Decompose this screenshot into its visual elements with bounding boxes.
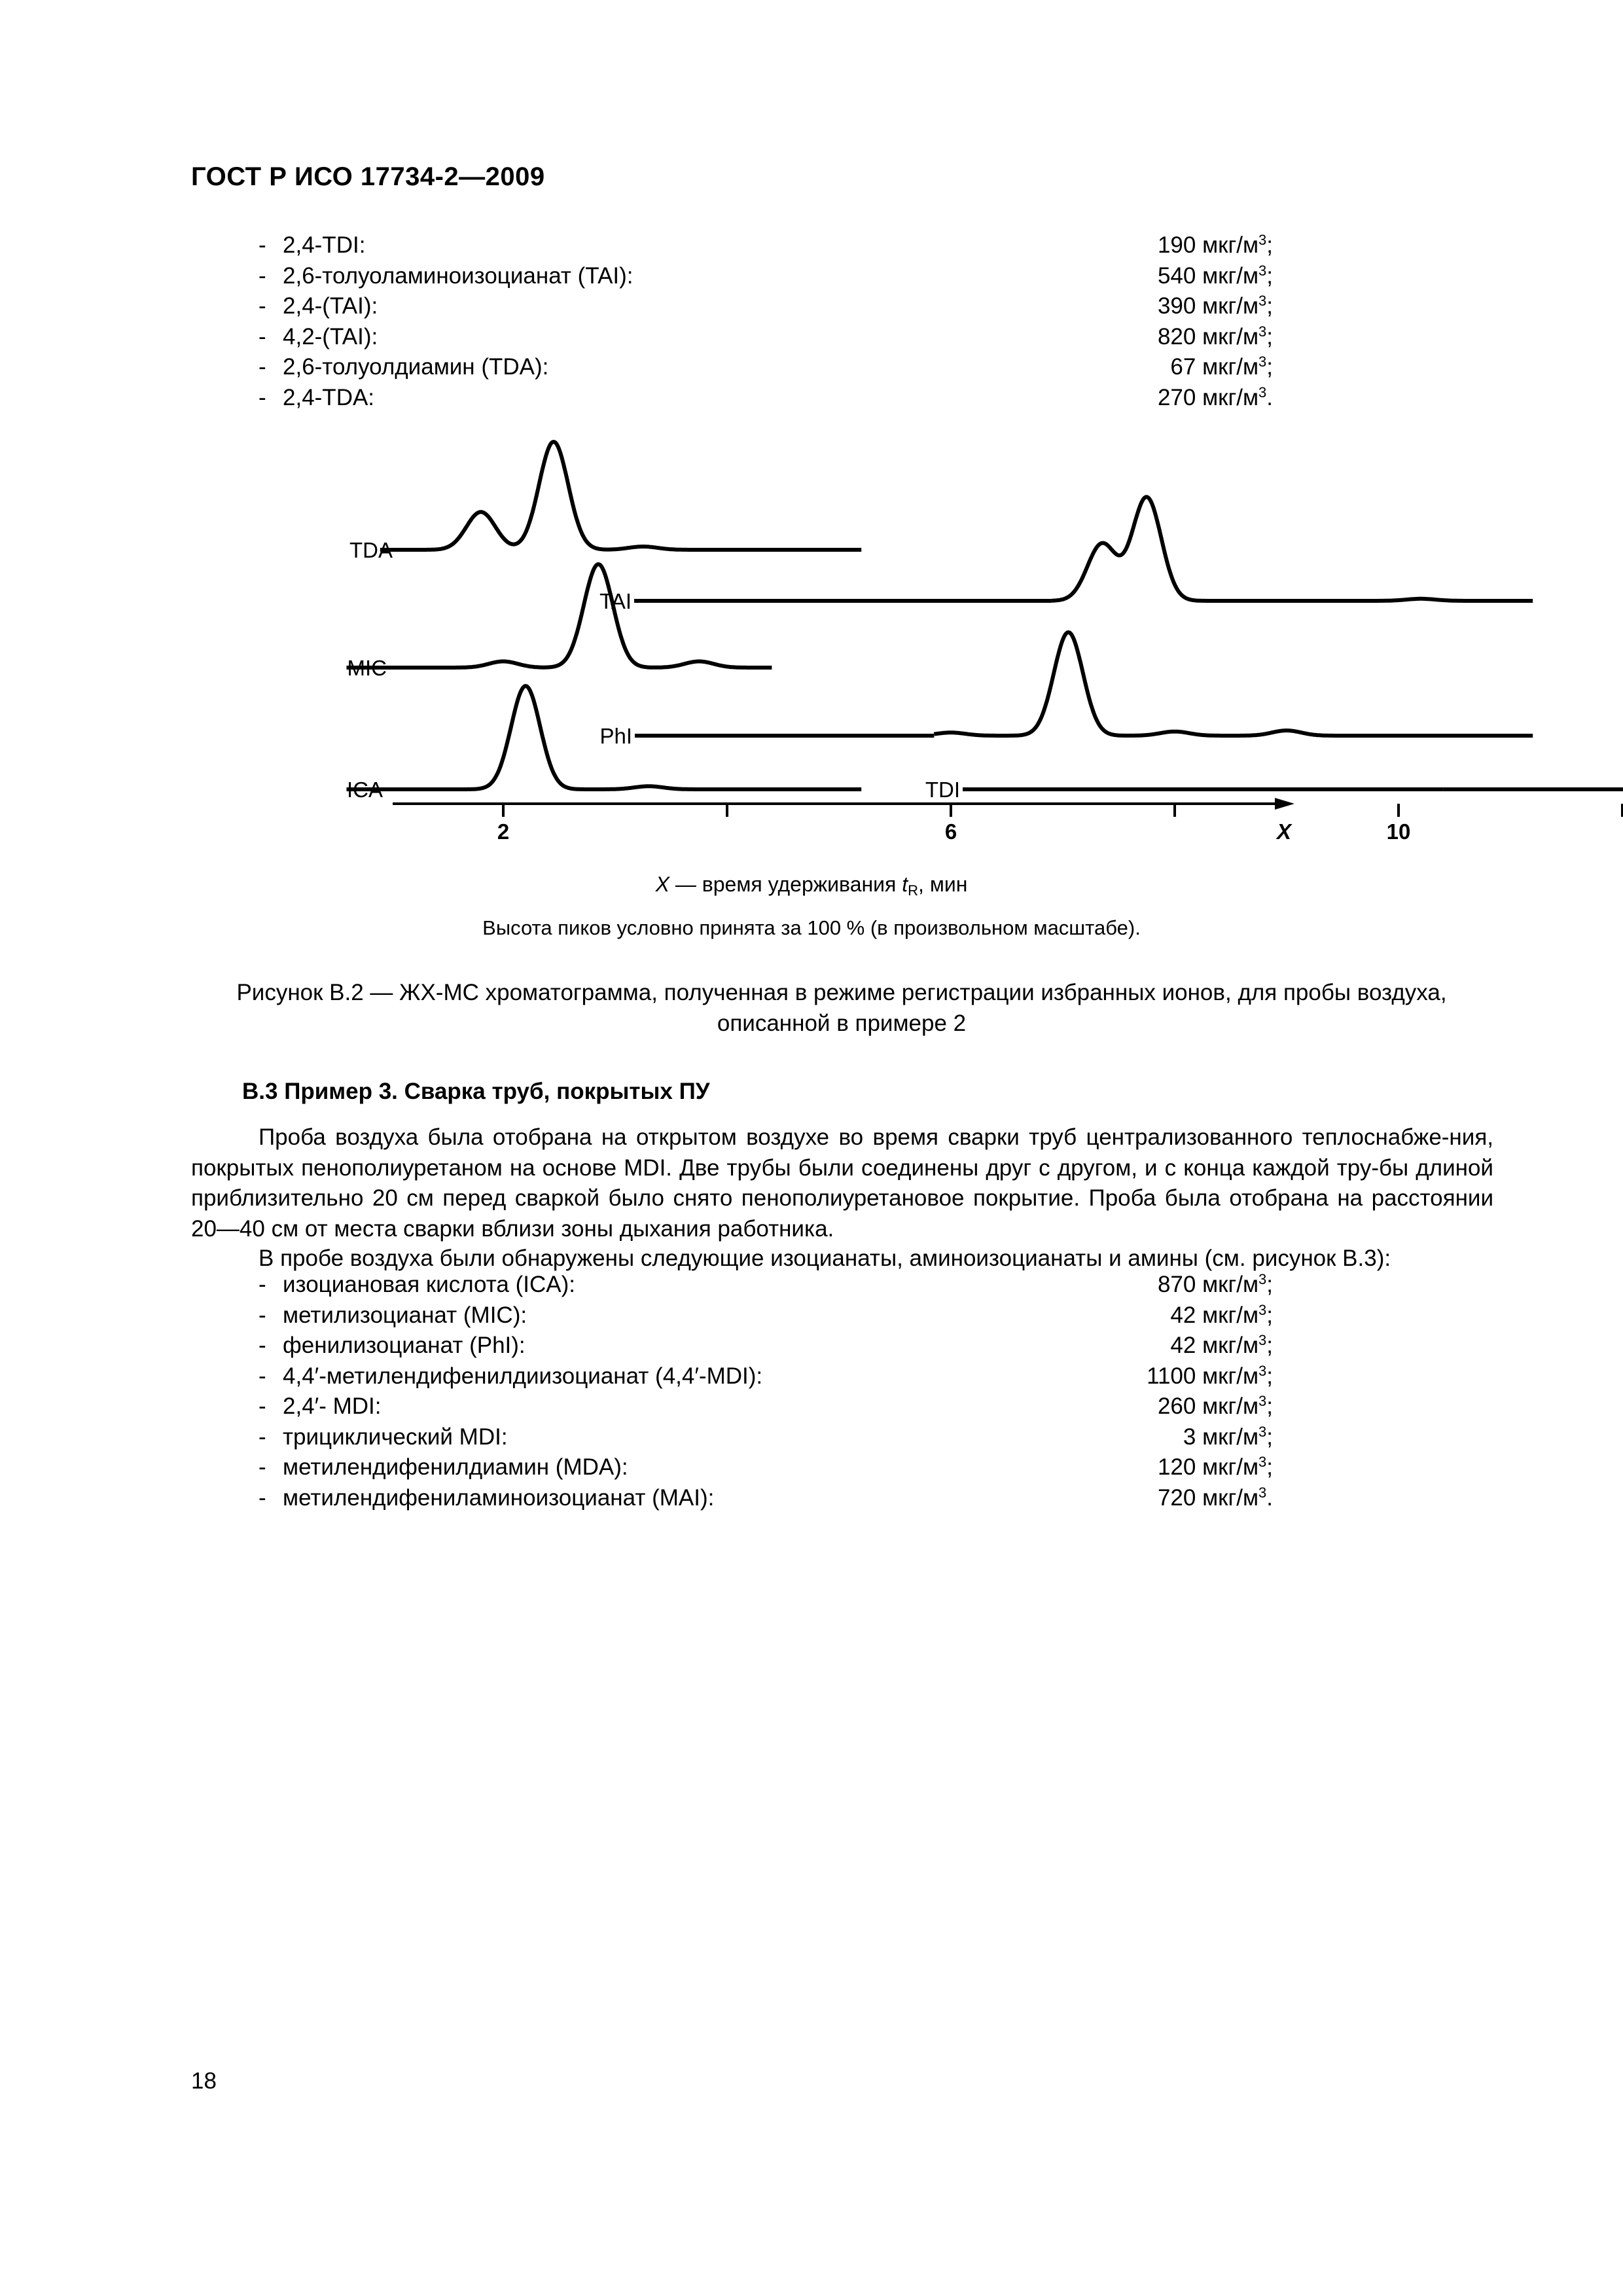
concentration-value: 120 мкг/$м^3$; — [1157, 1454, 1273, 1480]
figure-caption-line: Рисунок В.2 — ЖХ-МС хроматограмма, полученная в режиме регистрации избранных ионов, для пробы воздуха, — [236, 980, 1447, 1005]
compound-name: метилизоцианат (MIC): — [283, 1302, 527, 1328]
x-axis-symbol: X — [1276, 819, 1292, 844]
x-tick-label: 10 — [1386, 819, 1411, 844]
list-dash: - — [259, 1363, 266, 1389]
compound-name: 4,2-(TAI): — [283, 323, 378, 350]
trace-tda — [380, 442, 861, 550]
list-dash: - — [259, 232, 266, 258]
series-label-phi: PhI — [599, 724, 632, 748]
concentration-value: 1100 мкг/$м^3$; — [1147, 1362, 1273, 1389]
list-dash: - — [259, 323, 266, 350]
concentration-value: 390 мкг/$м^3$; — [1157, 293, 1273, 319]
list-item — [259, 1483, 1273, 1514]
concentration-value: 42 мкг/$м^3$; — [1170, 1301, 1273, 1328]
series-label-tdi: TDI — [925, 778, 960, 802]
x-tick-label: 2 — [497, 819, 510, 844]
compound-name: 2,6-толуоламиноизоцианат (TAI): — [283, 262, 633, 289]
compound-name: 2,4-(TAI): — [283, 293, 378, 319]
series-label-mic: MIC — [347, 656, 387, 680]
concentration-value: 42 мкг/$м^3$; — [1170, 1332, 1273, 1358]
concentration-value: 820 мкг/$м^3$; — [1157, 323, 1273, 350]
concentration-value: 67 мкг/$м^3$; — [1170, 353, 1273, 380]
compound-name: 2,4′- MDI: — [283, 1393, 382, 1419]
list-item — [259, 1422, 1273, 1453]
figure-note: Высота пиков условно принята за 100 % (в произвольном масштабе). — [482, 916, 1141, 939]
concentration-value: 540 мкг/$м^3$; — [1157, 262, 1273, 289]
concentration-value: 870 мкг/$м^3$; — [1157, 1271, 1273, 1297]
compound-name: 2,4-TDA: — [283, 384, 375, 410]
concentration-value: 190 мкг/$м^3$; — [1157, 232, 1273, 258]
list-dash: - — [259, 1424, 266, 1450]
compound-name: изоциановая кислота (ICA): — [283, 1272, 575, 1297]
compound-name: фенилизоцианат (PhI): — [283, 1333, 526, 1358]
compound-name: метилендифениламиноизоцианат (MAI): — [283, 1484, 715, 1511]
concentration-value: 270 мкг/$м^3$. — [1157, 384, 1273, 410]
list-dash: - — [259, 262, 266, 289]
section-heading: В.3 Пример 3. Сварка труб, покрытых ПУ — [242, 1079, 710, 1104]
trace-mic — [347, 564, 772, 668]
compound-name: 2,6-толуолдиамин (TDA): — [283, 354, 549, 380]
figure-caption-line: описанной в примере 2 — [717, 1011, 967, 1036]
list-item — [259, 1391, 1273, 1422]
list-dash: - — [259, 1484, 266, 1511]
x-axis-arrow — [1275, 798, 1294, 810]
list-item — [259, 1300, 1273, 1331]
list-intro: В пробе воздуха были обнаружены следующие изоцианаты, аминоизоцианаты и амины (см. рисунок В.3): — [259, 1246, 1391, 1271]
compound-name: метилендифенилдиамин (MDA): — [283, 1454, 628, 1480]
series-label-tai: TAI — [599, 589, 632, 613]
list-dash: - — [259, 293, 266, 319]
chromatogram-chart — [0, 0, 1623, 870]
document-header: ГОСТ Р ИСО 17734-2—2009 — [191, 162, 545, 191]
concentration-list-2 — [259, 1270, 1273, 1513]
concentration-value: 3 мкг/$м^3$; — [1183, 1423, 1273, 1450]
series-label-tda: TDA — [349, 538, 393, 562]
concentration-value: 720 мкг/$м^3$. — [1157, 1484, 1273, 1511]
list-dash: - — [259, 1272, 266, 1297]
x-tick-label: 6 — [944, 819, 957, 844]
compound-name: трициклический MDI: — [283, 1424, 508, 1450]
page-number: 18 — [191, 2068, 217, 2094]
figure-caption — [190, 977, 1493, 1039]
trace-tai — [1052, 497, 1533, 601]
list-item — [259, 1452, 1273, 1483]
series-label-ica: ICA — [346, 778, 383, 802]
list-dash: - — [259, 1302, 266, 1328]
body-paragraph — [191, 1122, 1493, 1244]
list-item — [259, 1270, 1273, 1300]
compound-name: 2,4-TDI: — [283, 232, 366, 258]
list-item — [259, 1361, 1273, 1392]
list-item — [259, 1331, 1273, 1361]
concentration-value: 260 мкг/$м^3$; — [1157, 1393, 1273, 1419]
x-axis-caption: X — время удерживания $t_R$, мин — [655, 872, 968, 899]
list-dash: - — [259, 1393, 266, 1419]
list-dash: - — [259, 1333, 266, 1358]
list-dash: - — [259, 354, 266, 380]
trace-phi — [934, 632, 1533, 736]
list-dash: - — [259, 384, 266, 410]
compound-name: 4,4′-метилендифенилдиизоцианат (4,4′-MDI): — [283, 1363, 763, 1389]
list-dash: - — [259, 1454, 266, 1480]
paragraph-text: Проба воздуха была отобрана на открытом воздухе во время сварки труб централизованного теплоснабже-ния, покрытых пенополиуретаном на основе MDI. Две трубы были соединены друг с другом, и с конца каждой тру-бы длиной приблизительно 20 см перед сваркой было снято пенополиуретановое покрытие. Проба была отобрана на расстоянии 20—40 см от места сварки вблизи зоны дыхания работника. — [191, 1124, 1493, 1242]
